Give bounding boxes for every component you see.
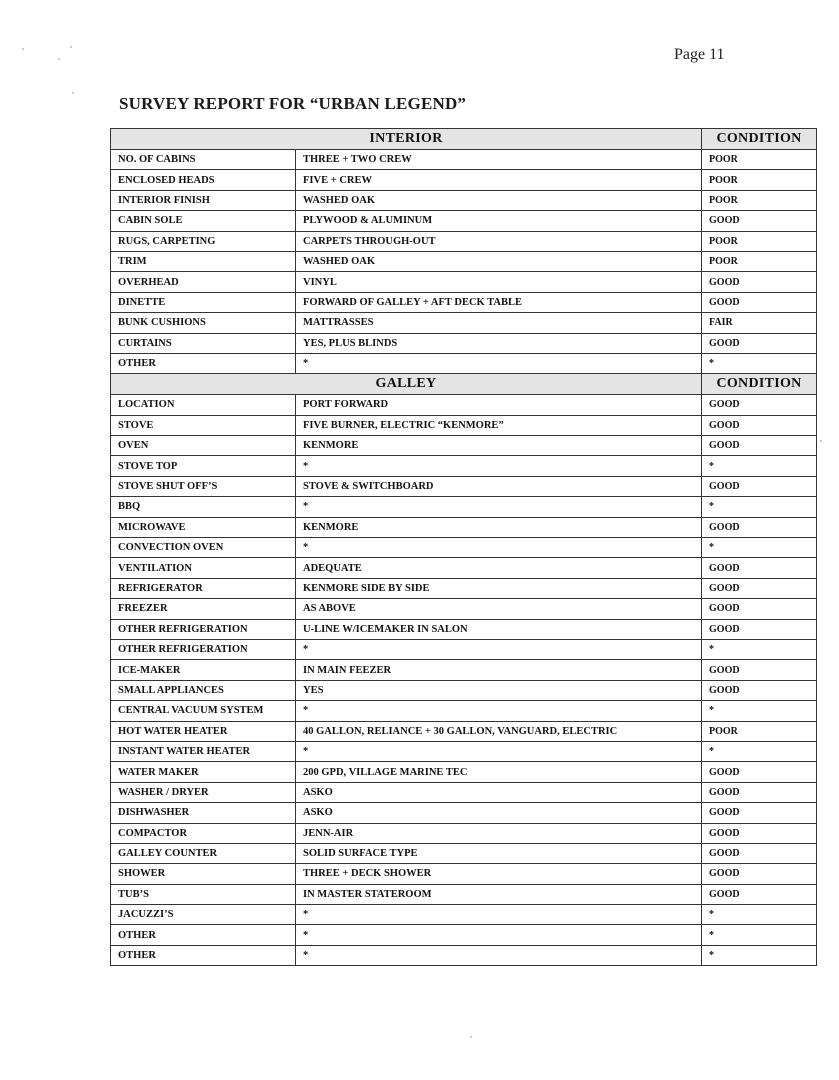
- table-row: [111, 843, 817, 863]
- item-cell: STOVE: [111, 415, 296, 435]
- table-row: [111, 538, 817, 558]
- condition-cell: GOOD: [702, 843, 817, 863]
- item-cell: STOVE TOP: [111, 456, 296, 476]
- description-cell: KENMORE: [296, 517, 702, 537]
- table-row: [111, 272, 817, 292]
- description-cell: 200 GPD, VILLAGE MARINE TEC: [296, 762, 702, 782]
- description-cell: *: [296, 538, 702, 558]
- description-cell: VINYL: [296, 272, 702, 292]
- section-header-interior: [111, 129, 817, 150]
- table-row: [111, 578, 817, 598]
- description-cell: WASHED OAK: [296, 251, 702, 271]
- description-cell: WASHED OAK: [296, 190, 702, 210]
- condition-cell: GOOD: [702, 272, 817, 292]
- condition-cell: GOOD: [702, 599, 817, 619]
- condition-cell: GOOD: [702, 619, 817, 639]
- description-cell: PORT FORWARD: [296, 395, 702, 415]
- description-cell: ADEQUATE: [296, 558, 702, 578]
- table-row: [111, 864, 817, 884]
- item-cell: MICROWAVE: [111, 517, 296, 537]
- table-row: [111, 517, 817, 537]
- condition-cell: *: [702, 353, 817, 373]
- item-cell: COMPACTOR: [111, 823, 296, 843]
- item-cell: CURTAINS: [111, 333, 296, 353]
- condition-cell: *: [702, 538, 817, 558]
- table-row: [111, 884, 817, 904]
- condition-cell: GOOD: [702, 864, 817, 884]
- item-cell: LOCATION: [111, 395, 296, 415]
- item-cell: CABIN SOLE: [111, 211, 296, 231]
- table-row: [111, 231, 817, 251]
- condition-cell: POOR: [702, 150, 817, 170]
- description-cell: *: [296, 905, 702, 925]
- description-cell: PLYWOOD & ALUMINUM: [296, 211, 702, 231]
- condition-cell: POOR: [702, 721, 817, 741]
- description-cell: CARPETS THROUGH-OUT: [296, 231, 702, 251]
- table-row: [111, 395, 817, 415]
- description-cell: U-LINE W/ICEMAKER IN SALON: [296, 619, 702, 639]
- description-cell: YES, PLUS BLINDS: [296, 333, 702, 353]
- description-cell: JENN-AIR: [296, 823, 702, 843]
- item-cell: OVERHEAD: [111, 272, 296, 292]
- condition-cell: GOOD: [702, 660, 817, 680]
- condition-cell: GOOD: [702, 476, 817, 496]
- table-row: [111, 782, 817, 802]
- condition-cell: POOR: [702, 170, 817, 190]
- table-row: [111, 456, 817, 476]
- description-cell: MATTRASSES: [296, 313, 702, 333]
- condition-cell: GOOD: [702, 762, 817, 782]
- item-cell: FREEZER: [111, 599, 296, 619]
- table-row: [111, 476, 817, 496]
- condition-column-header: CONDITION: [702, 129, 817, 150]
- table-row: [111, 803, 817, 823]
- table-row: [111, 292, 817, 312]
- section-header-galley: [111, 374, 817, 395]
- condition-cell: GOOD: [702, 436, 817, 456]
- condition-cell: GOOD: [702, 292, 817, 312]
- condition-cell: GOOD: [702, 823, 817, 843]
- description-cell: *: [296, 701, 702, 721]
- item-cell: RUGS, CARPETING: [111, 231, 296, 251]
- item-cell: OTHER REFRIGERATION: [111, 639, 296, 659]
- section-title: GALLEY: [111, 374, 702, 395]
- item-cell: SHOWER: [111, 864, 296, 884]
- description-cell: KENMORE: [296, 436, 702, 456]
- condition-cell: *: [702, 639, 817, 659]
- table-row: [111, 905, 817, 925]
- description-cell: ASKO: [296, 803, 702, 823]
- description-cell: *: [296, 497, 702, 517]
- table-row: [111, 211, 817, 231]
- description-cell: YES: [296, 680, 702, 700]
- item-cell: OTHER REFRIGERATION: [111, 619, 296, 639]
- description-cell: IN MASTER STATEROOM: [296, 884, 702, 904]
- item-cell: REFRIGERATOR: [111, 578, 296, 598]
- condition-cell: GOOD: [702, 803, 817, 823]
- table-row: [111, 190, 817, 210]
- condition-cell: GOOD: [702, 680, 817, 700]
- item-cell: CONVECTION OVEN: [111, 538, 296, 558]
- table-row: [111, 639, 817, 659]
- description-cell: FIVE BURNER, ELECTRIC “KENMORE”: [296, 415, 702, 435]
- table-row: [111, 945, 817, 965]
- table-row: [111, 701, 817, 721]
- item-cell: OVEN: [111, 436, 296, 456]
- condition-cell: *: [702, 701, 817, 721]
- condition-cell: GOOD: [702, 517, 817, 537]
- condition-column-header: CONDITION: [702, 374, 817, 395]
- description-cell: ASKO: [296, 782, 702, 802]
- table-row: [111, 721, 817, 741]
- condition-cell: POOR: [702, 190, 817, 210]
- table-row: [111, 741, 817, 761]
- item-cell: DISHWASHER: [111, 803, 296, 823]
- section-title: INTERIOR: [111, 129, 702, 150]
- condition-cell: GOOD: [702, 578, 817, 598]
- condition-cell: POOR: [702, 251, 817, 271]
- table-row: [111, 660, 817, 680]
- description-cell: *: [296, 456, 702, 476]
- document-title: SURVEY REPORT FOR “URBAN LEGEND”: [119, 94, 467, 113]
- item-cell: OTHER: [111, 945, 296, 965]
- table-row: [111, 333, 817, 353]
- condition-cell: GOOD: [702, 415, 817, 435]
- table-row: [111, 680, 817, 700]
- table-row: [111, 925, 817, 945]
- condition-cell: *: [702, 741, 817, 761]
- condition-cell: GOOD: [702, 333, 817, 353]
- condition-cell: *: [702, 945, 817, 965]
- description-cell: *: [296, 639, 702, 659]
- condition-cell: FAIR: [702, 313, 817, 333]
- description-cell: THREE + TWO CREW: [296, 150, 702, 170]
- item-cell: INTERIOR FINISH: [111, 190, 296, 210]
- item-cell: WATER MAKER: [111, 762, 296, 782]
- table-row: [111, 436, 817, 456]
- condition-cell: GOOD: [702, 395, 817, 415]
- table-row: [111, 170, 817, 190]
- description-cell: SOLID SURFACE TYPE: [296, 843, 702, 863]
- condition-cell: *: [702, 497, 817, 517]
- item-cell: SMALL APPLIANCES: [111, 680, 296, 700]
- table-row: [111, 823, 817, 843]
- item-cell: OTHER: [111, 925, 296, 945]
- item-cell: ICE-MAKER: [111, 660, 296, 680]
- condition-cell: *: [702, 925, 817, 945]
- item-cell: CENTRAL VACUUM SYSTEM: [111, 701, 296, 721]
- item-cell: TUB’S: [111, 884, 296, 904]
- table-row: [111, 762, 817, 782]
- description-cell: *: [296, 945, 702, 965]
- item-cell: NO. OF CABINS: [111, 150, 296, 170]
- description-cell: KENMORE SIDE BY SIDE: [296, 578, 702, 598]
- item-cell: DINETTE: [111, 292, 296, 312]
- table-row: [111, 415, 817, 435]
- condition-cell: *: [702, 456, 817, 476]
- table-row: [111, 150, 817, 170]
- description-cell: THREE + DECK SHOWER: [296, 864, 702, 884]
- condition-cell: GOOD: [702, 782, 817, 802]
- table-row: [111, 251, 817, 271]
- item-cell: BUNK CUSHIONS: [111, 313, 296, 333]
- item-cell: OTHER: [111, 353, 296, 373]
- item-cell: WASHER / DRYER: [111, 782, 296, 802]
- condition-cell: POOR: [702, 231, 817, 251]
- description-cell: 40 GALLON, RELIANCE + 30 GALLON, VANGUARD, ELECTRIC: [296, 721, 702, 741]
- survey-table: [110, 128, 817, 966]
- condition-cell: GOOD: [702, 211, 817, 231]
- description-cell: IN MAIN FEEZER: [296, 660, 702, 680]
- description-cell: STOVE & SWITCHBOARD: [296, 476, 702, 496]
- page-number: Page 11: [674, 46, 725, 63]
- description-cell: FORWARD OF GALLEY + AFT DECK TABLE: [296, 292, 702, 312]
- item-cell: BBQ: [111, 497, 296, 517]
- table-row: [111, 599, 817, 619]
- item-cell: VENTILATION: [111, 558, 296, 578]
- description-cell: *: [296, 741, 702, 761]
- item-cell: INSTANT WATER HEATER: [111, 741, 296, 761]
- item-cell: ENCLOSED HEADS: [111, 170, 296, 190]
- item-cell: TRIM: [111, 251, 296, 271]
- description-cell: FIVE + CREW: [296, 170, 702, 190]
- condition-cell: GOOD: [702, 884, 817, 904]
- item-cell: HOT WATER HEATER: [111, 721, 296, 741]
- condition-cell: *: [702, 905, 817, 925]
- description-cell: AS ABOVE: [296, 599, 702, 619]
- item-cell: GALLEY COUNTER: [111, 843, 296, 863]
- condition-cell: GOOD: [702, 558, 817, 578]
- description-cell: *: [296, 353, 702, 373]
- description-cell: *: [296, 925, 702, 945]
- table-row: [111, 619, 817, 639]
- table-row: [111, 353, 817, 373]
- item-cell: STOVE SHUT OFF’S: [111, 476, 296, 496]
- table-row: [111, 558, 817, 578]
- item-cell: JACUZZI’S: [111, 905, 296, 925]
- table-row: [111, 497, 817, 517]
- table-row: [111, 313, 817, 333]
